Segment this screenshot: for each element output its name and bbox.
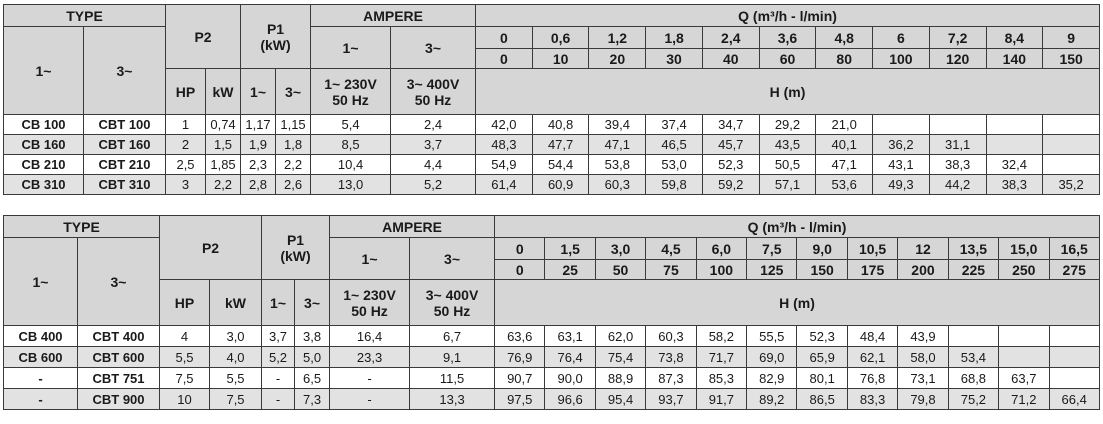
- head-value: 50,5: [759, 155, 816, 175]
- ampere-230v-value: 16,4: [330, 326, 410, 347]
- p2-hp-header: HP: [160, 280, 210, 326]
- head-value: 73,1: [898, 368, 948, 389]
- head-value: 38,3: [929, 155, 986, 175]
- voltage-400v-header: 3~ 400V 50 Hz: [410, 280, 495, 326]
- table-row: [4, 155, 1100, 175]
- head-value: [999, 326, 1049, 347]
- single-phase-model: CB 160: [4, 135, 84, 155]
- p1-three-phase-value: 2,6: [276, 175, 311, 195]
- head-value: 90,7: [495, 368, 545, 389]
- ampere-400v-value: 4,4: [391, 155, 476, 175]
- flow-m3h-value: 9: [1043, 27, 1100, 49]
- p1-single-phase-header: 1~: [241, 69, 276, 115]
- flow-m3h-value: 0: [476, 27, 533, 49]
- three-phase-model-header: 3~: [78, 238, 160, 326]
- p1-three-phase-value: 3,8: [295, 326, 330, 347]
- head-value: [1049, 347, 1099, 368]
- p1-single-phase-value: 5,2: [262, 347, 295, 368]
- head-value: 48,3: [476, 135, 533, 155]
- head-value: 53,0: [646, 155, 703, 175]
- head-value: 40,1: [816, 135, 873, 155]
- head-value: [929, 115, 986, 135]
- head-value: 68,8: [948, 368, 998, 389]
- head-value: 76,9: [495, 347, 545, 368]
- p1-single-phase-value: 2,3: [241, 155, 276, 175]
- flow-lmin-value: 100: [873, 49, 930, 69]
- head-value: 60,9: [532, 175, 589, 195]
- flow-lmin-value: 60: [759, 49, 816, 69]
- flow-lmin-value: 25: [545, 260, 595, 280]
- head-value: [986, 115, 1043, 135]
- head-value: 63,6: [495, 326, 545, 347]
- p1-three-phase-header: 3~: [295, 280, 330, 326]
- flow-m3h-value: 0,6: [532, 27, 589, 49]
- header-row: [4, 280, 1100, 304]
- p2-hp-value: 7,5: [160, 368, 210, 389]
- head-value: 60,3: [646, 326, 696, 347]
- ampere-400v-value: 9,1: [410, 347, 495, 368]
- head-value: 57,1: [759, 175, 816, 195]
- head-value: 73,8: [646, 347, 696, 368]
- three-phase-model: CBT 310: [84, 175, 166, 195]
- head-value: 80,1: [797, 368, 847, 389]
- head-value: 83,3: [847, 389, 897, 410]
- p2-hp-value: 10: [160, 389, 210, 410]
- p2-hp-value: 3: [166, 175, 206, 195]
- flow-lmin-value: 75: [646, 260, 696, 280]
- p2-hp-header: HP: [166, 69, 206, 115]
- flow-lmin-value: 275: [1049, 260, 1099, 280]
- ampere-400v-value: 2,4: [391, 115, 476, 135]
- ampere-400v-value: 6,7: [410, 326, 495, 347]
- p2-kw-value: 1,85: [206, 155, 241, 175]
- performance-table-cb-100-310: [3, 4, 1100, 195]
- three-phase-model-header: 3~: [84, 27, 166, 115]
- head-value: 69,0: [747, 347, 797, 368]
- head-value: 35,2: [1043, 175, 1100, 195]
- head-value: 71,2: [999, 389, 1049, 410]
- p2-header: P2: [166, 5, 241, 69]
- head-value: 76,4: [545, 347, 595, 368]
- three-phase-model: CBT 100: [84, 115, 166, 135]
- flow-lmin-value: 150: [1043, 49, 1100, 69]
- flow-m3h-value: 1,5: [545, 238, 595, 260]
- head-value: 86,5: [797, 389, 847, 410]
- ampere-230v-value: -: [330, 368, 410, 389]
- table-separator: [0, 209, 1103, 213]
- head-value: 76,8: [847, 368, 897, 389]
- p1-three-phase-value: 5,0: [295, 347, 330, 368]
- flow-m3h-value: 4,8: [816, 27, 873, 49]
- head-value: 75,2: [948, 389, 998, 410]
- head-value: 38,3: [986, 175, 1043, 195]
- p2-hp-value: 5,5: [160, 347, 210, 368]
- head-value: 93,7: [646, 389, 696, 410]
- voltage-230v-header: 1~ 230V 50 Hz: [311, 69, 391, 115]
- p1-single-phase-value: 1,9: [241, 135, 276, 155]
- p1-three-phase-value: 2,2: [276, 155, 311, 175]
- head-value: 82,9: [747, 368, 797, 389]
- flow-m3h-value: 1,8: [646, 27, 703, 49]
- head-value: 63,1: [545, 326, 595, 347]
- table-row: [4, 389, 1100, 410]
- ampere-three-phase-header: 3~: [410, 238, 495, 280]
- p2-kw-value: 3,0: [210, 326, 262, 347]
- flow-lmin-value: 50: [595, 260, 645, 280]
- p2-kw-value: 1,5: [206, 135, 241, 155]
- head-value: 75,4: [595, 347, 645, 368]
- flow-rate-header: Q (m³/h - l/min): [495, 216, 1100, 238]
- single-phase-model: CB 100: [4, 115, 84, 135]
- three-phase-model: CBT 210: [84, 155, 166, 175]
- head-value: 53,6: [816, 175, 873, 195]
- head-value: 97,5: [495, 389, 545, 410]
- head-value: 59,8: [646, 175, 703, 195]
- flow-m3h-value: 10,5: [847, 238, 897, 260]
- flow-lmin-value: 0: [476, 49, 533, 69]
- flow-lmin-value: 80: [816, 49, 873, 69]
- p2-hp-value: 2,5: [166, 155, 206, 175]
- ampere-header: AMPERE: [330, 216, 495, 238]
- head-value: 44,2: [929, 175, 986, 195]
- voltage-400v-header: 3~ 400V 50 Hz: [391, 69, 476, 115]
- flow-lmin-value: 140: [986, 49, 1043, 69]
- ampere-400v-value: 11,5: [410, 368, 495, 389]
- flow-m3h-value: 8,4: [986, 27, 1043, 49]
- p1-single-phase-value: 1,17: [241, 115, 276, 135]
- head-value: 52,3: [702, 155, 759, 175]
- head-value: [1043, 135, 1100, 155]
- table-row: [4, 135, 1100, 155]
- type-header: TYPE: [4, 5, 166, 27]
- performance-table-cb-400-900: [3, 215, 1100, 410]
- head-value: [873, 115, 930, 135]
- table-row: [4, 368, 1100, 389]
- head-value: 58,2: [696, 326, 746, 347]
- head-value: 42,0: [476, 115, 533, 135]
- p1-single-phase-header: 1~: [262, 280, 295, 326]
- flow-lmin-value: 200: [898, 260, 948, 280]
- p2-kw-value: 0,74: [206, 115, 241, 135]
- flow-m3h-value: 3,0: [595, 238, 645, 260]
- ampere-230v-value: 13,0: [311, 175, 391, 195]
- head-value: 96,6: [545, 389, 595, 410]
- table-row: [4, 326, 1100, 347]
- head-value: 88,9: [595, 368, 645, 389]
- flow-m3h-value: 6,0: [696, 238, 746, 260]
- ampere-230v-value: 5,4: [311, 115, 391, 135]
- three-phase-model: CBT 600: [78, 347, 160, 368]
- p2-kw-value: 4,0: [210, 347, 262, 368]
- p1-single-phase-value: 2,8: [241, 175, 276, 195]
- head-value: 71,7: [696, 347, 746, 368]
- head-value: 52,3: [797, 326, 847, 347]
- head-value: 60,3: [589, 175, 646, 195]
- head-value: 58,0: [898, 347, 948, 368]
- ampere-single-phase-header: 1~: [330, 238, 410, 280]
- head-value: 91,7: [696, 389, 746, 410]
- flow-m3h-value: 13,5: [948, 238, 998, 260]
- flow-m3h-value: 7,2: [929, 27, 986, 49]
- p1-three-phase-value: 6,5: [295, 368, 330, 389]
- voltage-230v-header: 1~ 230V 50 Hz: [330, 280, 410, 326]
- single-phase-model-header: 1~: [4, 27, 84, 115]
- table-row: [4, 175, 1100, 195]
- single-phase-model: CB 310: [4, 175, 84, 195]
- head-value: 48,4: [847, 326, 897, 347]
- flow-lmin-value: 30: [646, 49, 703, 69]
- flow-m3h-value: 3,6: [759, 27, 816, 49]
- flow-m3h-value: 7,5: [747, 238, 797, 260]
- flow-lmin-value: 150: [797, 260, 847, 280]
- header-row: [4, 5, 1100, 27]
- head-value: 43,9: [898, 326, 948, 347]
- head-value: 46,5: [646, 135, 703, 155]
- head-value: 36,2: [873, 135, 930, 155]
- ampere-400v-value: 13,3: [410, 389, 495, 410]
- flow-lmin-value: 250: [999, 260, 1049, 280]
- single-phase-model: CB 210: [4, 155, 84, 175]
- p1-single-phase-value: -: [262, 368, 295, 389]
- head-value: 37,4: [646, 115, 703, 135]
- head-value: 53,8: [589, 155, 646, 175]
- head-value: 90,0: [545, 368, 595, 389]
- head-value: 59,2: [702, 175, 759, 195]
- p2-hp-value: 1: [166, 115, 206, 135]
- head-value: [1043, 115, 1100, 135]
- head-value: 39,4: [589, 115, 646, 135]
- head-value: 47,1: [589, 135, 646, 155]
- head-value: [1049, 368, 1099, 389]
- head-value: 79,8: [898, 389, 948, 410]
- head-value: 63,7: [999, 368, 1049, 389]
- three-phase-model: CBT 900: [78, 389, 160, 410]
- head-value: 87,3: [646, 368, 696, 389]
- head-value: 47,1: [816, 155, 873, 175]
- head-value: 43,1: [873, 155, 930, 175]
- p2-hp-value: 4: [160, 326, 210, 347]
- head-value: 45,7: [702, 135, 759, 155]
- head-value: 85,3: [696, 368, 746, 389]
- head-value: [986, 135, 1043, 155]
- ampere-400v-value: 5,2: [391, 175, 476, 195]
- flow-lmin-value: 0: [495, 260, 545, 280]
- ampere-single-phase-header: 1~: [311, 27, 391, 69]
- table-row: [4, 347, 1100, 368]
- head-value: 62,0: [595, 326, 645, 347]
- flow-m3h-value: 15,0: [999, 238, 1049, 260]
- table-row: [4, 115, 1100, 135]
- p1-single-phase-value: -: [262, 389, 295, 410]
- header-row: [4, 216, 1100, 238]
- flow-lmin-value: 10: [532, 49, 589, 69]
- head-value: 95,4: [595, 389, 645, 410]
- type-header: TYPE: [4, 216, 160, 238]
- flow-m3h-value: 12: [898, 238, 948, 260]
- single-phase-model: -: [4, 389, 78, 410]
- flow-lmin-value: 40: [702, 49, 759, 69]
- p1-single-phase-value: 3,7: [262, 326, 295, 347]
- flow-lmin-value: 100: [696, 260, 746, 280]
- p2-kw-value: 5,5: [210, 368, 262, 389]
- three-phase-model: CBT 400: [78, 326, 160, 347]
- single-phase-model: CB 400: [4, 326, 78, 347]
- flow-m3h-value: 1,2: [589, 27, 646, 49]
- head-value: 89,2: [747, 389, 797, 410]
- p2-hp-value: 2: [166, 135, 206, 155]
- p1-three-phase-value: 1,8: [276, 135, 311, 155]
- p1-three-phase-value: 1,15: [276, 115, 311, 135]
- flow-m3h-value: 2,4: [702, 27, 759, 49]
- p1-three-phase-value: 7,3: [295, 389, 330, 410]
- head-value: 32,4: [986, 155, 1043, 175]
- ampere-400v-value: 3,7: [391, 135, 476, 155]
- flow-m3h-value: 16,5: [1049, 238, 1099, 260]
- flow-m3h-value: 4,5: [646, 238, 696, 260]
- head-value: [1043, 155, 1100, 175]
- head-value: 61,4: [476, 175, 533, 195]
- head-value: [948, 326, 998, 347]
- p2-header: P2: [160, 216, 262, 280]
- flow-lmin-value: 175: [847, 260, 897, 280]
- flow-lmin-value: 225: [948, 260, 998, 280]
- single-phase-model: CB 600: [4, 347, 78, 368]
- head-header: H (m): [476, 69, 1100, 115]
- ampere-230v-value: 10,4: [311, 155, 391, 175]
- p1-header: P1 (kW): [262, 216, 330, 280]
- head-value: [999, 347, 1049, 368]
- flow-m3h-value: 6: [873, 27, 930, 49]
- ampere-230v-value: -: [330, 389, 410, 410]
- flow-m3h-value: 9,0: [797, 238, 847, 260]
- head-value: 34,7: [702, 115, 759, 135]
- p2-kw-header: kW: [206, 69, 241, 115]
- head-header: H (m): [495, 280, 1100, 326]
- ampere-three-phase-header: 3~: [391, 27, 476, 69]
- ampere-230v-value: 23,3: [330, 347, 410, 368]
- head-value: 54,9: [476, 155, 533, 175]
- flow-m3h-value: 0: [495, 238, 545, 260]
- head-value: 31,1: [929, 135, 986, 155]
- head-value: 53,4: [948, 347, 998, 368]
- flow-rate-header: Q (m³/h - l/min): [476, 5, 1100, 27]
- p2-kw-value: 7,5: [210, 389, 262, 410]
- ampere-header: AMPERE: [311, 5, 476, 27]
- head-value: 65,9: [797, 347, 847, 368]
- three-phase-model: CBT 751: [78, 368, 160, 389]
- single-phase-model-header: 1~: [4, 238, 78, 326]
- flow-lmin-value: 125: [747, 260, 797, 280]
- head-value: 66,4: [1049, 389, 1099, 410]
- head-value: 54,4: [532, 155, 589, 175]
- flow-lmin-value: 20: [589, 49, 646, 69]
- head-value: 40,8: [532, 115, 589, 135]
- p2-kw-header: kW: [210, 280, 262, 326]
- three-phase-model: CBT 160: [84, 135, 166, 155]
- head-value: [1049, 326, 1099, 347]
- head-value: 49,3: [873, 175, 930, 195]
- head-value: 21,0: [816, 115, 873, 135]
- head-value: 62,1: [847, 347, 897, 368]
- flow-lmin-value: 120: [929, 49, 986, 69]
- p1-header: P1 (kW): [241, 5, 311, 69]
- head-value: 55,5: [747, 326, 797, 347]
- head-value: 29,2: [759, 115, 816, 135]
- head-value: 47,7: [532, 135, 589, 155]
- head-value: 43,5: [759, 135, 816, 155]
- header-row: [4, 69, 1100, 93]
- p2-kw-value: 2,2: [206, 175, 241, 195]
- single-phase-model: -: [4, 368, 78, 389]
- ampere-230v-value: 8,5: [311, 135, 391, 155]
- p1-three-phase-header: 3~: [276, 69, 311, 115]
